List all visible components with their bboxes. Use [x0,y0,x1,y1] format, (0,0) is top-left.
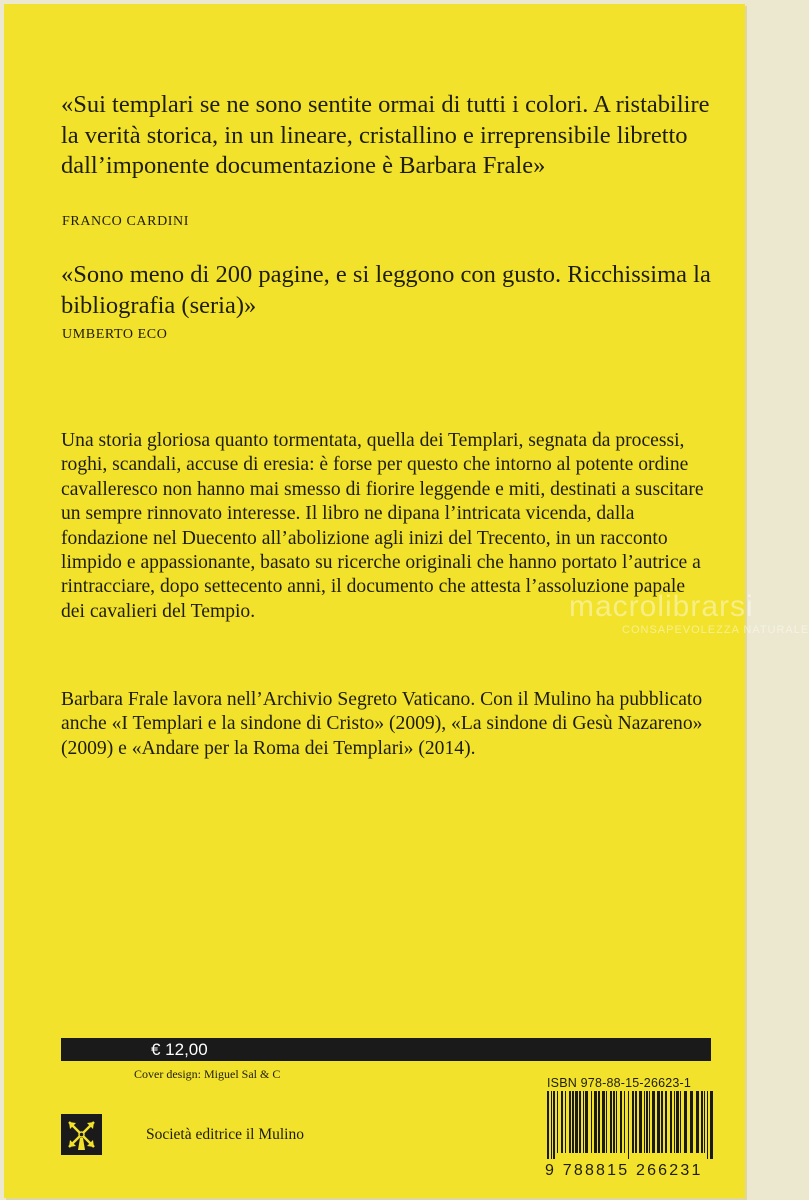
barcode-bar [572,1091,574,1153]
barcode-bar [696,1091,699,1153]
barcode-bar [646,1091,648,1153]
barcode-bar [674,1091,675,1153]
quote-cardini: «Sui templari se ne sono sentite ormai di tutti i colori. A ristabilire la verità storica, in un lineare, cristallino e irreprensibile libretto dall’imponente documentazione è Barbara Frale» [61,91,710,179]
watermark-subtext: CONSAPEVOLEZZA NATURALE [622,624,809,636]
windmill-logo-graphic [61,1114,102,1155]
barcode-bar [701,1091,703,1153]
barcode-bar [670,1091,672,1153]
barcode-bar [591,1091,592,1153]
isbn-label: ISBN 978-88-15-26623-1 [547,1076,692,1090]
barcode-image [545,1091,715,1159]
barcode-bar [575,1091,578,1153]
barcode-bar [632,1091,634,1153]
barcode-bar [707,1091,708,1159]
barcode-bar [704,1091,705,1153]
author-bio: Barbara Frale lavora nell’Archivio Segreto Vaticano. Con il Mulino ha pubblicato anche «I Templari e la sindone di Cristo» (2009), «La sindone di Gesù Nazareno» (2009) e «Andare per la Roma dei Templari» (2014). [61,689,703,759]
quote-author-eco: UMBERTO ECO [62,327,168,342]
barcode-bar [710,1091,713,1159]
barcode-bar [606,1091,607,1153]
barcode-bar [690,1091,693,1153]
barcode-bar [616,1091,617,1153]
book-back-cover [4,4,809,1198]
price-bar [61,1038,711,1061]
barcode-bar [610,1091,612,1153]
book-description: Una storia gloriosa quanto tormentata, quella dei Templari, segnata da processi, roghi, scandali, accuse di eresia: è forse per questo che intorno al potente ordine cavalleresco non hanno mai smesso di fiorire leggende e miti, destinati a suscitare un sempre rinnovato interesse. Il libro ne dipana l’intricata vicenda, dalla fondazione nel Duecento all’abolizione agli inizi del Trecento, in un racconto limpido e appassionante, basato su ricerche originali che hanno portato l’autrice a rintracciare, dopo settecento anni, il documento che attesta l’assoluzione papale dei cavalieri del Tempio. [61,430,704,622]
barcode-bar [565,1091,566,1153]
barcode-bar [624,1091,625,1153]
barcode-bar [639,1091,642,1153]
barcode-bar [579,1091,581,1153]
barcode-bar [598,1091,600,1153]
windmill-logo-icon [61,1114,102,1155]
barcode-bar [602,1091,605,1153]
barcode-bar [557,1091,558,1153]
publisher-name: Società editrice il Mulino [146,1126,304,1143]
barcode-bar [547,1091,549,1159]
barcode-bar [594,1091,597,1153]
barcode-bar [613,1091,615,1153]
watermark: macrolibrarsi [569,590,754,623]
barcode-bar [561,1091,563,1153]
barcode-bar [635,1091,637,1153]
barcode-graphic [545,1091,715,1159]
barcode-bar [661,1091,663,1153]
barcode-bar [649,1091,650,1153]
quote-eco: «Sono meno di 200 pagine, e si leggono con gusto. Ricchissima la bibliografia (seria)» [61,261,711,319]
barcode-bar [680,1091,681,1153]
barcode-bar [585,1091,588,1153]
barcode-bar [665,1091,667,1153]
barcode-bar [551,1091,552,1159]
barcode-digits: 9 788815 266231 [545,1162,703,1179]
cover-design-credit: Cover design: Miguel Sal & C [134,1067,281,1081]
barcode-bar [644,1091,645,1153]
barcode-bar [652,1091,655,1153]
barcode-bar [657,1091,660,1153]
barcode-bar [628,1091,629,1159]
barcode-bar [569,1091,571,1153]
barcode-bar [583,1091,584,1153]
quote-author-cardini: FRANCO CARDINI [62,214,190,229]
barcode-bar [684,1091,687,1153]
price-label: € 12,00 [151,1040,208,1059]
barcode-bar [676,1091,679,1153]
barcode-bar [553,1091,555,1159]
barcode-bar [620,1091,622,1153]
